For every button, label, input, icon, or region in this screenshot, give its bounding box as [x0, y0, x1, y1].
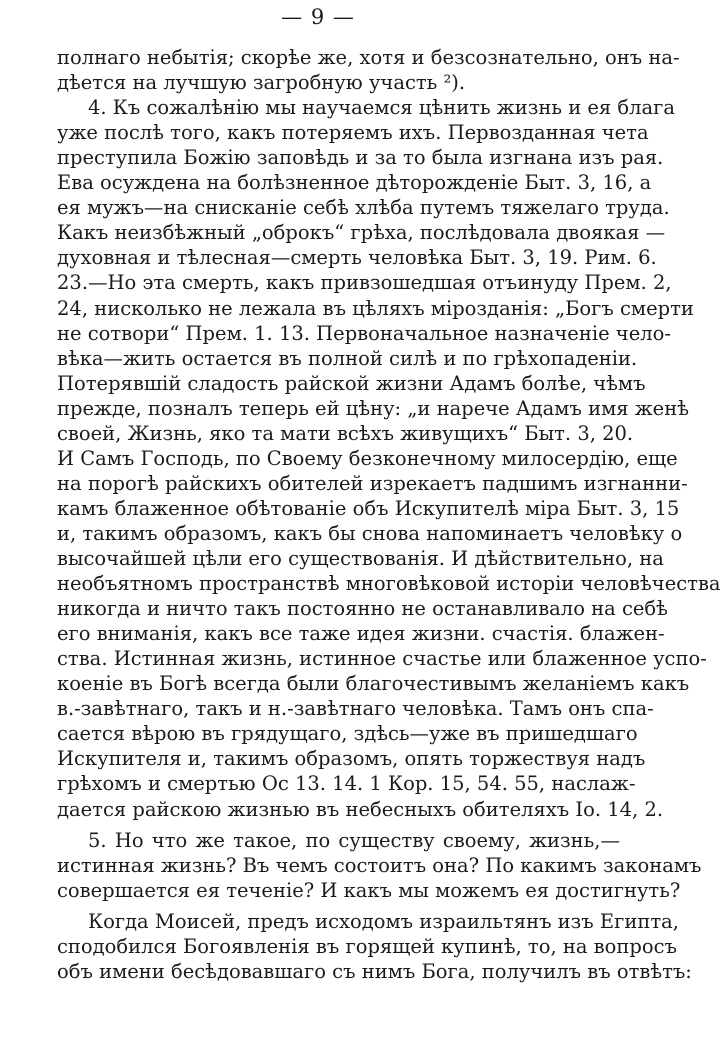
text-line: дается райскою жизнью въ небесныхъ обителяхъ Іо. 14, 2.	[57, 797, 664, 821]
text-line: Какъ неизбѣжный „оброкъ“ грѣха, послѣдовала двоякая —	[57, 221, 666, 245]
text-line: дѣется на лучшую загробную участь ²).	[57, 71, 466, 95]
text-line: 4. Къ сожалѣнію мы научаемся цѣнить жизнь и ея блага	[88, 96, 676, 120]
text-line: своей, Жизнь, яко та мати всѣхъ живущихъ“ Быт. 3, 20.	[57, 421, 634, 445]
text-line: объ имени бесѣдовавшаго съ нимъ Бога, получилъ въ отвѣтъ:	[57, 959, 692, 983]
text-line: высочайшей цѣли его существованія. И дѣйствительно, на	[57, 547, 664, 570]
text-line: ея мужъ—на снисканіе себѣ хлѣба путемъ тяжелаго труда.	[57, 196, 670, 220]
text-line: Потерявшій сладость райской жизни Адамъ болѣе, чѣмъ	[57, 371, 646, 395]
text-line: необъятномъ пространствѣ многовѣковой исторіи человѣчества	[57, 572, 721, 596]
text-line: полнаго небытія; скорѣе же, хотя и безсознательно, онъ на-	[57, 46, 680, 69]
text-line: совершается ея теченіе? И какъ мы можемъ ея достигнуть?	[57, 878, 681, 902]
text-line: сается вѣрою въ грядущаго, здѣсь—уже въ пришедшаго	[57, 722, 638, 746]
page-number: — 9 —	[281, 5, 355, 29]
text-line: Ева осуждена на болѣзненное дѣторожденіе Быт. 3, 16, а	[57, 171, 652, 195]
text-line: духовная и тѣлесная—смерть человѣка Быт. 3, 19. Рим. 6.	[57, 246, 657, 270]
text-line: грѣхомъ и смертью Ос 13. 14. 1 Кор. 15, 54. 55, наслаж-	[57, 772, 636, 796]
text-line: 24, нисколько не лежала въ цѣляхъ мірозданія: „Богъ смерти	[57, 296, 694, 320]
text-line: и, такимъ образомъ, какъ бы снова напоминаетъ человѣку о	[57, 521, 683, 545]
text-line: 23.—Но эта смерть, какъ привзошедшая отъинуду Прем. 2,	[57, 271, 672, 295]
text-line: его вниманія, какъ все таже идея жизни. счастія. блажен-	[57, 622, 665, 646]
text-line: коеніе въ Богѣ всегда были благочестивымъ желаніемъ какъ	[57, 672, 690, 696]
text-line: истинная жизнь? Въ чемъ состоитъ она? По какимъ законамъ	[57, 853, 702, 877]
text-line: не сотвори“ Прем. 1. 13. Первоначальное назначеніе чело-	[57, 321, 671, 345]
text-line: Когда Моисей, предъ исходомъ израильтянъ изъ Египта,	[88, 909, 679, 933]
text-line: камъ блаженное обѣтованіе объ Искупителѣ міра Быт. 3, 15	[57, 496, 680, 520]
text-line: 5. Но что же такое, по существу своему, жизнь,—	[88, 828, 620, 852]
text-line: уже послѣ того, какъ потеряемъ ихъ. Первозданная чета	[57, 121, 649, 145]
text-line: вѣка—жить остается въ полной силѣ и по грѣхопаденіи.	[57, 346, 638, 370]
text-line: И Самъ Господь, по Своему безконечному милосердію, еще	[57, 446, 678, 470]
text-line: никогда и ничто такъ постоянно не останавливало на себѣ	[57, 597, 668, 621]
text-line: Искупителя и, такимъ образомъ, опять торжествуя надъ	[57, 747, 646, 771]
text-line: прежде, позналъ теперь ей цѣну: „и нарече Адамъ имя женѣ	[57, 396, 689, 420]
text-line: ства. Истинная жизнь, истинное счастье или блаженное успо-	[57, 647, 707, 671]
text-line: на порогѣ райскихъ обителей изрекаетъ падшимъ изгнанни-	[57, 471, 688, 495]
text-line: преступила Божію заповѣдь и за то была изгнана изъ рая.	[57, 146, 664, 170]
text-line: в.-завѣтнаго, такъ и н.-завѣтнаго человѣка. Тамъ онъ спа-	[57, 697, 654, 721]
text-line: сподобился Богоявленія въ горящей купинѣ, то, на вопросъ	[57, 934, 677, 958]
